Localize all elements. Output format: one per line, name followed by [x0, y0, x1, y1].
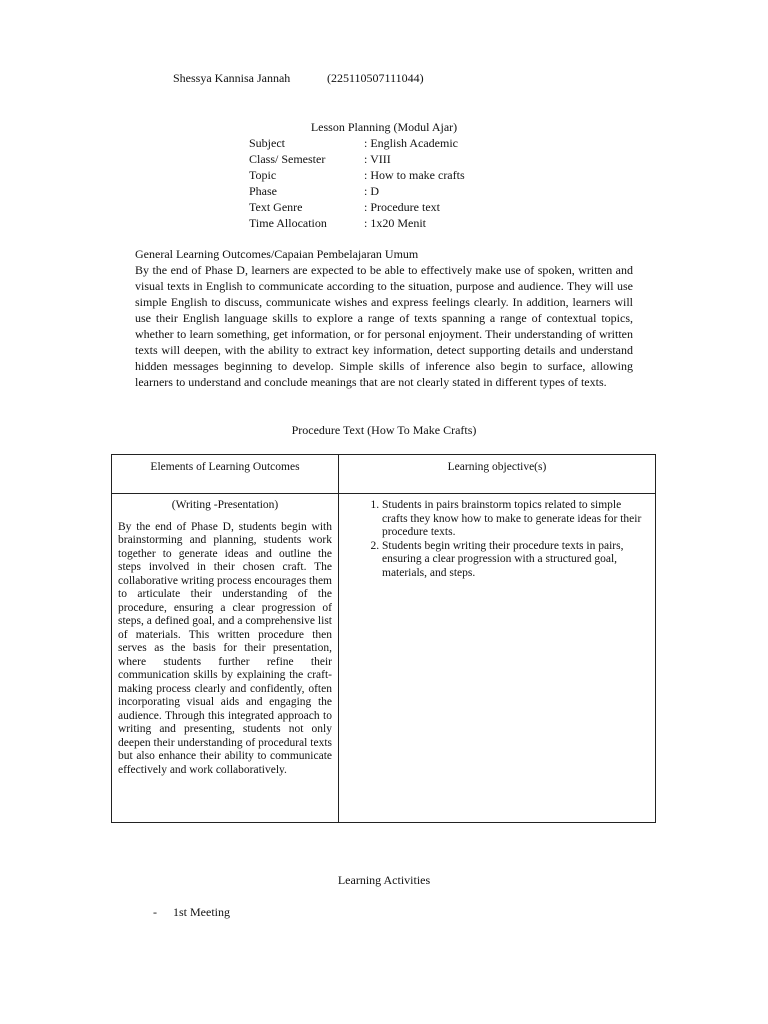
meta-value: : D	[364, 184, 379, 198]
meta-value: : VIII	[364, 152, 391, 166]
list-item	[153, 905, 230, 920]
meta-row-topic	[249, 167, 465, 183]
lesson-meta	[249, 135, 465, 231]
meta-value: : English Academic	[364, 136, 458, 150]
meeting-label: 1st Meeting	[173, 905, 230, 919]
glo-paragraph: By the end of Phase D, learners are expected to be able to effectively make use of spoken, written and visual texts in English to communicate according to the situation, purpose and audience. They will use simple English to discuss, communicate wishes and express feelings clearly. In addition, learners will use their English language skills to explore a range of texts spanning a range of contextual topics, whether to learn something, get information, or for personal enjoyment. Their understanding of written texts will deepen, with the ability to extract key information, detect supporting details and understand hidden messages beginning to develop. Simple skills of inference also begin to surface, allowing learners to understand and conclude meanings that are not clearly stated in different types of texts.	[135, 263, 633, 389]
learning-activities-title: Learning Activities	[337, 873, 431, 887]
meta-value: : Procedure text	[364, 200, 440, 214]
objectives-cell	[339, 494, 656, 823]
col-header-elements: Elements of Learning Outcomes	[112, 455, 339, 494]
table-row	[112, 494, 656, 823]
meta-label: Time Allocation	[249, 216, 327, 230]
meta-value: : How to make crafts	[364, 168, 465, 182]
list-bullet: -	[153, 905, 157, 919]
learning-outcomes-table	[111, 454, 656, 823]
meta-label: Phase	[249, 184, 277, 198]
procedure-title: Procedure Text (How To Make Crafts)	[291, 423, 477, 437]
meta-label: Class/ Semester	[249, 152, 326, 166]
col-header-objectives: Learning objective(s)	[339, 455, 656, 494]
meta-label: Text Genre	[249, 200, 303, 214]
elements-cell	[112, 494, 339, 823]
student-id: (225110507111044)	[327, 71, 424, 85]
meta-row-subject	[249, 135, 465, 151]
skill-subheading: (Writing -Presentation)	[171, 499, 279, 511]
elements-paragraph: By the end of Phase D, students begin with brainstorming and planning, students work together to generate ideas and outline the steps involved in their chosen craft. The collaborative writing process encourages them to articulate their understanding of the procedure, ensuring a clear progression of steps, a defined goal, and a comprehensive list of materials. This written procedure then serves as the basis for their presentation, where students further refine their communication skills by explaining the craft-making process clearly and confidently, often incorporating visual aids and engaging the audience. Through this integrated approach to writing and presenting, students not only deepen their understanding of procedural texts but also enhance their ability to communicate effectively and work collaboratively.	[118, 520, 332, 776]
meta-label: Topic	[249, 168, 277, 182]
meta-row-phase	[249, 183, 465, 199]
glo-heading: General Learning Outcomes/Capaian Pembelajaran Umum	[135, 247, 419, 261]
meta-row-genre	[249, 199, 465, 215]
objective-item: 2. Students begin writing their procedure texts in pairs, ensuring a clear progression with a structured goal, materials, and steps.	[382, 540, 645, 581]
meta-value: : 1x20 Menit	[364, 216, 426, 230]
meta-label: Subject	[249, 136, 285, 150]
lesson-plan-title: Lesson Planning (Modul Ajar)	[310, 120, 458, 134]
objective-item: 1. Students in pairs brainstorm topics related to simple crafts they know how to make to generate ideas for their procedure texts.	[382, 499, 645, 540]
meta-row-class	[249, 151, 465, 167]
table-header-row	[112, 455, 656, 494]
meta-row-time	[249, 215, 465, 231]
objectives-list	[361, 499, 645, 580]
student-name: Shessya Kannisa Jannah	[173, 71, 291, 85]
